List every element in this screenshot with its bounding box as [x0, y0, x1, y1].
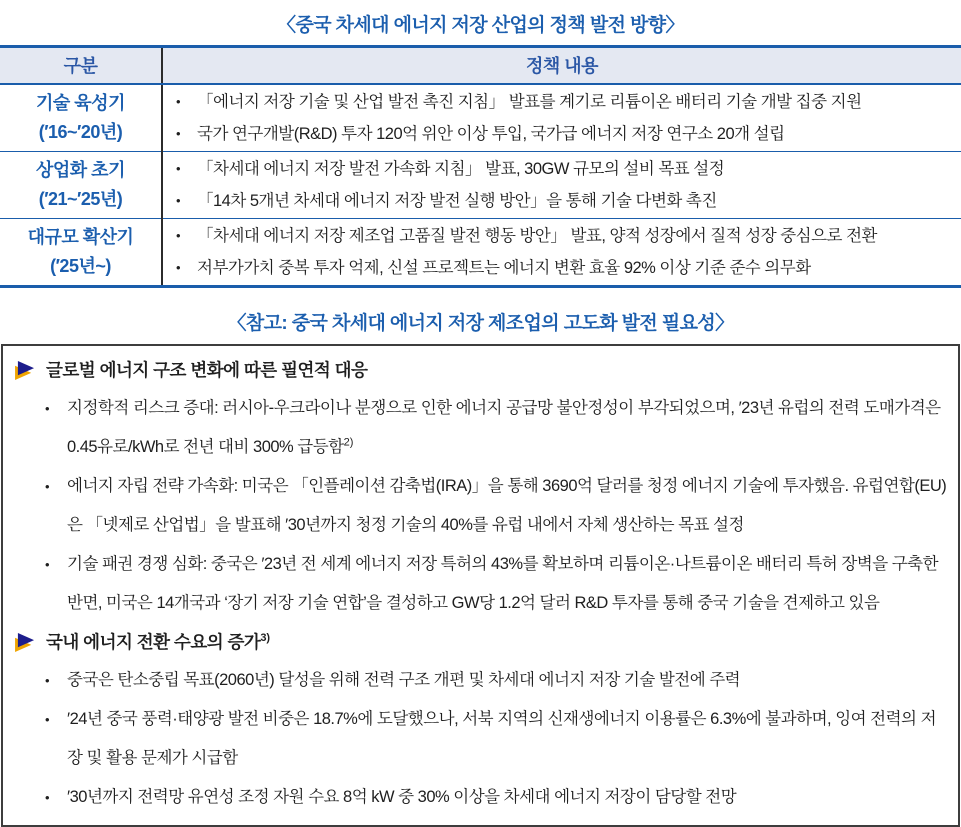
column-header-category: 구분	[0, 47, 162, 85]
section-heading	[14, 351, 950, 389]
phase-name: 상업화 초기	[36, 160, 125, 180]
phase-name: 기술 육성기	[36, 93, 125, 113]
policy-item-text: 「14차 5개년 차세대 에너지 저장 발전 실행 방안」을 통해 기술 다변화 촉진	[197, 192, 717, 210]
bullet-icon: •	[176, 94, 181, 109]
policy-item-text: 「에너지 저장 기술 및 산업 발전 촉진 지침」 발표를 계기로 리튬이온 배터리 기술 개발 집중 지원	[197, 93, 862, 111]
note-bullet-item	[45, 467, 950, 545]
phase-period: (′25년~)	[50, 256, 111, 276]
policy-content-cell	[162, 219, 961, 287]
phase-period: (′21~′25년)	[38, 189, 123, 209]
policy-table	[0, 45, 961, 288]
bullet-icon: •	[45, 712, 50, 727]
note-bullet-text: 중국은 탄소중립 목표(2060년) 달성을 위해 전력 구조 개편 및 차세대 에너지 저장 기술 발전에 주력	[67, 671, 741, 689]
policy-item	[176, 153, 957, 185]
policy-item	[176, 185, 957, 217]
phase-period: (′16~′20년)	[38, 122, 123, 142]
bullet-icon: •	[45, 557, 50, 572]
policy-item	[176, 220, 957, 252]
note-bullet-text: ′30년까지 전력망 유연성 조정 자원 수요 8억 kW 중 30% 이상을 차세대 에너지 저장이 담당할 전망	[67, 788, 737, 806]
note-bullet-item	[45, 700, 950, 778]
policy-item-text: 국가 연구개발(R&D) 투자 120억 위안 이상 투입, 국가급 에너지 저장 연구소 20개 설립	[197, 125, 785, 143]
table-row	[0, 219, 961, 287]
table-row	[0, 84, 961, 152]
note-bullet-text: 지정학적 리스크 증대: 러시아-우크라이나 분쟁으로 인한 에너지 공급망 불안정성이 부각되었으며, ′23년 유럽의 전력 도매가격은 0.45유로/kWh로 전년 대비 300% 급등함$^{2)}$	[67, 399, 941, 456]
note-box	[1, 344, 960, 827]
policy-table-title: 〈중국 차세대 에너지 저장 산업의 정책 발전 방향〉	[277, 15, 684, 36]
policy-content-cell	[162, 152, 961, 219]
bullet-icon: •	[176, 126, 181, 141]
note-bullet-item	[45, 389, 950, 467]
policy-item	[176, 118, 957, 150]
footnote-marker: 2)	[343, 436, 354, 449]
bullet-icon: •	[45, 401, 50, 416]
policy-item-text: 「차세대 에너지 저장 제조업 고품질 발전 행동 방안」 발표, 양적 성장에서 질적 성장 중심으로 전환	[197, 227, 877, 245]
bullet-icon: •	[45, 673, 50, 688]
bullet-icon: •	[176, 161, 181, 176]
note-bullet-item	[45, 661, 950, 700]
bullet-icon: •	[45, 479, 50, 494]
section-heading-text: 글로벌 에너지 구조 변화에 따른 필연적 대응	[46, 360, 368, 380]
policy-item	[176, 86, 957, 118]
phase-name: 대규모 확산기	[27, 227, 134, 247]
policy-item-text: 저부가가치 중복 투자 억제, 신설 프로젝트는 에너지 변환 효율 92% 이상 기준 준수 의무화	[197, 259, 811, 277]
note-section	[14, 351, 950, 623]
bullet-icon: •	[176, 260, 181, 275]
note-bullet-item	[45, 778, 950, 817]
bullet-icon: •	[45, 790, 50, 805]
play-arrow-icon	[14, 361, 37, 380]
policy-item-text: 「차세대 에너지 저장 발전 가속화 지침」 발표, 30GW 규모의 설비 목표 설정	[197, 160, 725, 178]
note-bullet-text: ′24년 중국 풍력·태양광 발전 비중은 18.7%에 도달했으나, 서북 지역의 신재생에너지 이용률은 6.3%에 불과하며, 잉여 전력의 저장 및 활용 문제가 시급함	[67, 710, 937, 767]
policy-content-cell	[162, 84, 961, 152]
phase-cell	[0, 84, 162, 152]
note-section	[14, 623, 950, 817]
footnote-marker: 3)	[260, 632, 271, 645]
table-row	[0, 152, 961, 219]
play-arrow-icon	[14, 633, 37, 652]
bullet-icon: •	[176, 193, 181, 208]
bullet-icon: •	[176, 228, 181, 243]
phase-cell	[0, 219, 162, 287]
policy-item	[176, 252, 957, 284]
section-heading	[14, 623, 950, 661]
note-bullet-text: 에너지 자립 전략 가속화: 미국은 「인플레이션 감축법(IRA)」을 통해 3690억 달러를 청정 에너지 기술에 투자했음. 유럽연합(EU)은 「넷제로 산업법」을 발표해 ′30년까지 청정 기술의 40%를 유럽 내에서 자체 생산하는 목표 설정	[67, 477, 947, 534]
phase-cell	[0, 152, 162, 219]
note-box-title: 〈참고: 중국 차세대 에너지 저장 제조업의 고도화 발전 필요성〉	[227, 313, 734, 334]
table-header-row	[0, 47, 961, 85]
note-bullet-text: 기술 패권 경쟁 심화: 중국은 ′23년 전 세계 에너지 저장 특허의 43%를 확보하며 리튬이온·나트륨이온 배터리 특허 장벽을 구축한 반면, 미국은 14개국과 ‘장기 저장 기술 연합’을 결성하고 GW당 1.2억 달러 R&D 투자를 통해 중국 기술을 견제하고 있음	[67, 555, 939, 612]
section-heading-text: 국내 에너지 전환 수요의 증가$^{3)}$	[46, 632, 271, 652]
column-header-policy-content: 정책 내용	[162, 47, 961, 85]
note-bullet-item	[45, 545, 950, 623]
